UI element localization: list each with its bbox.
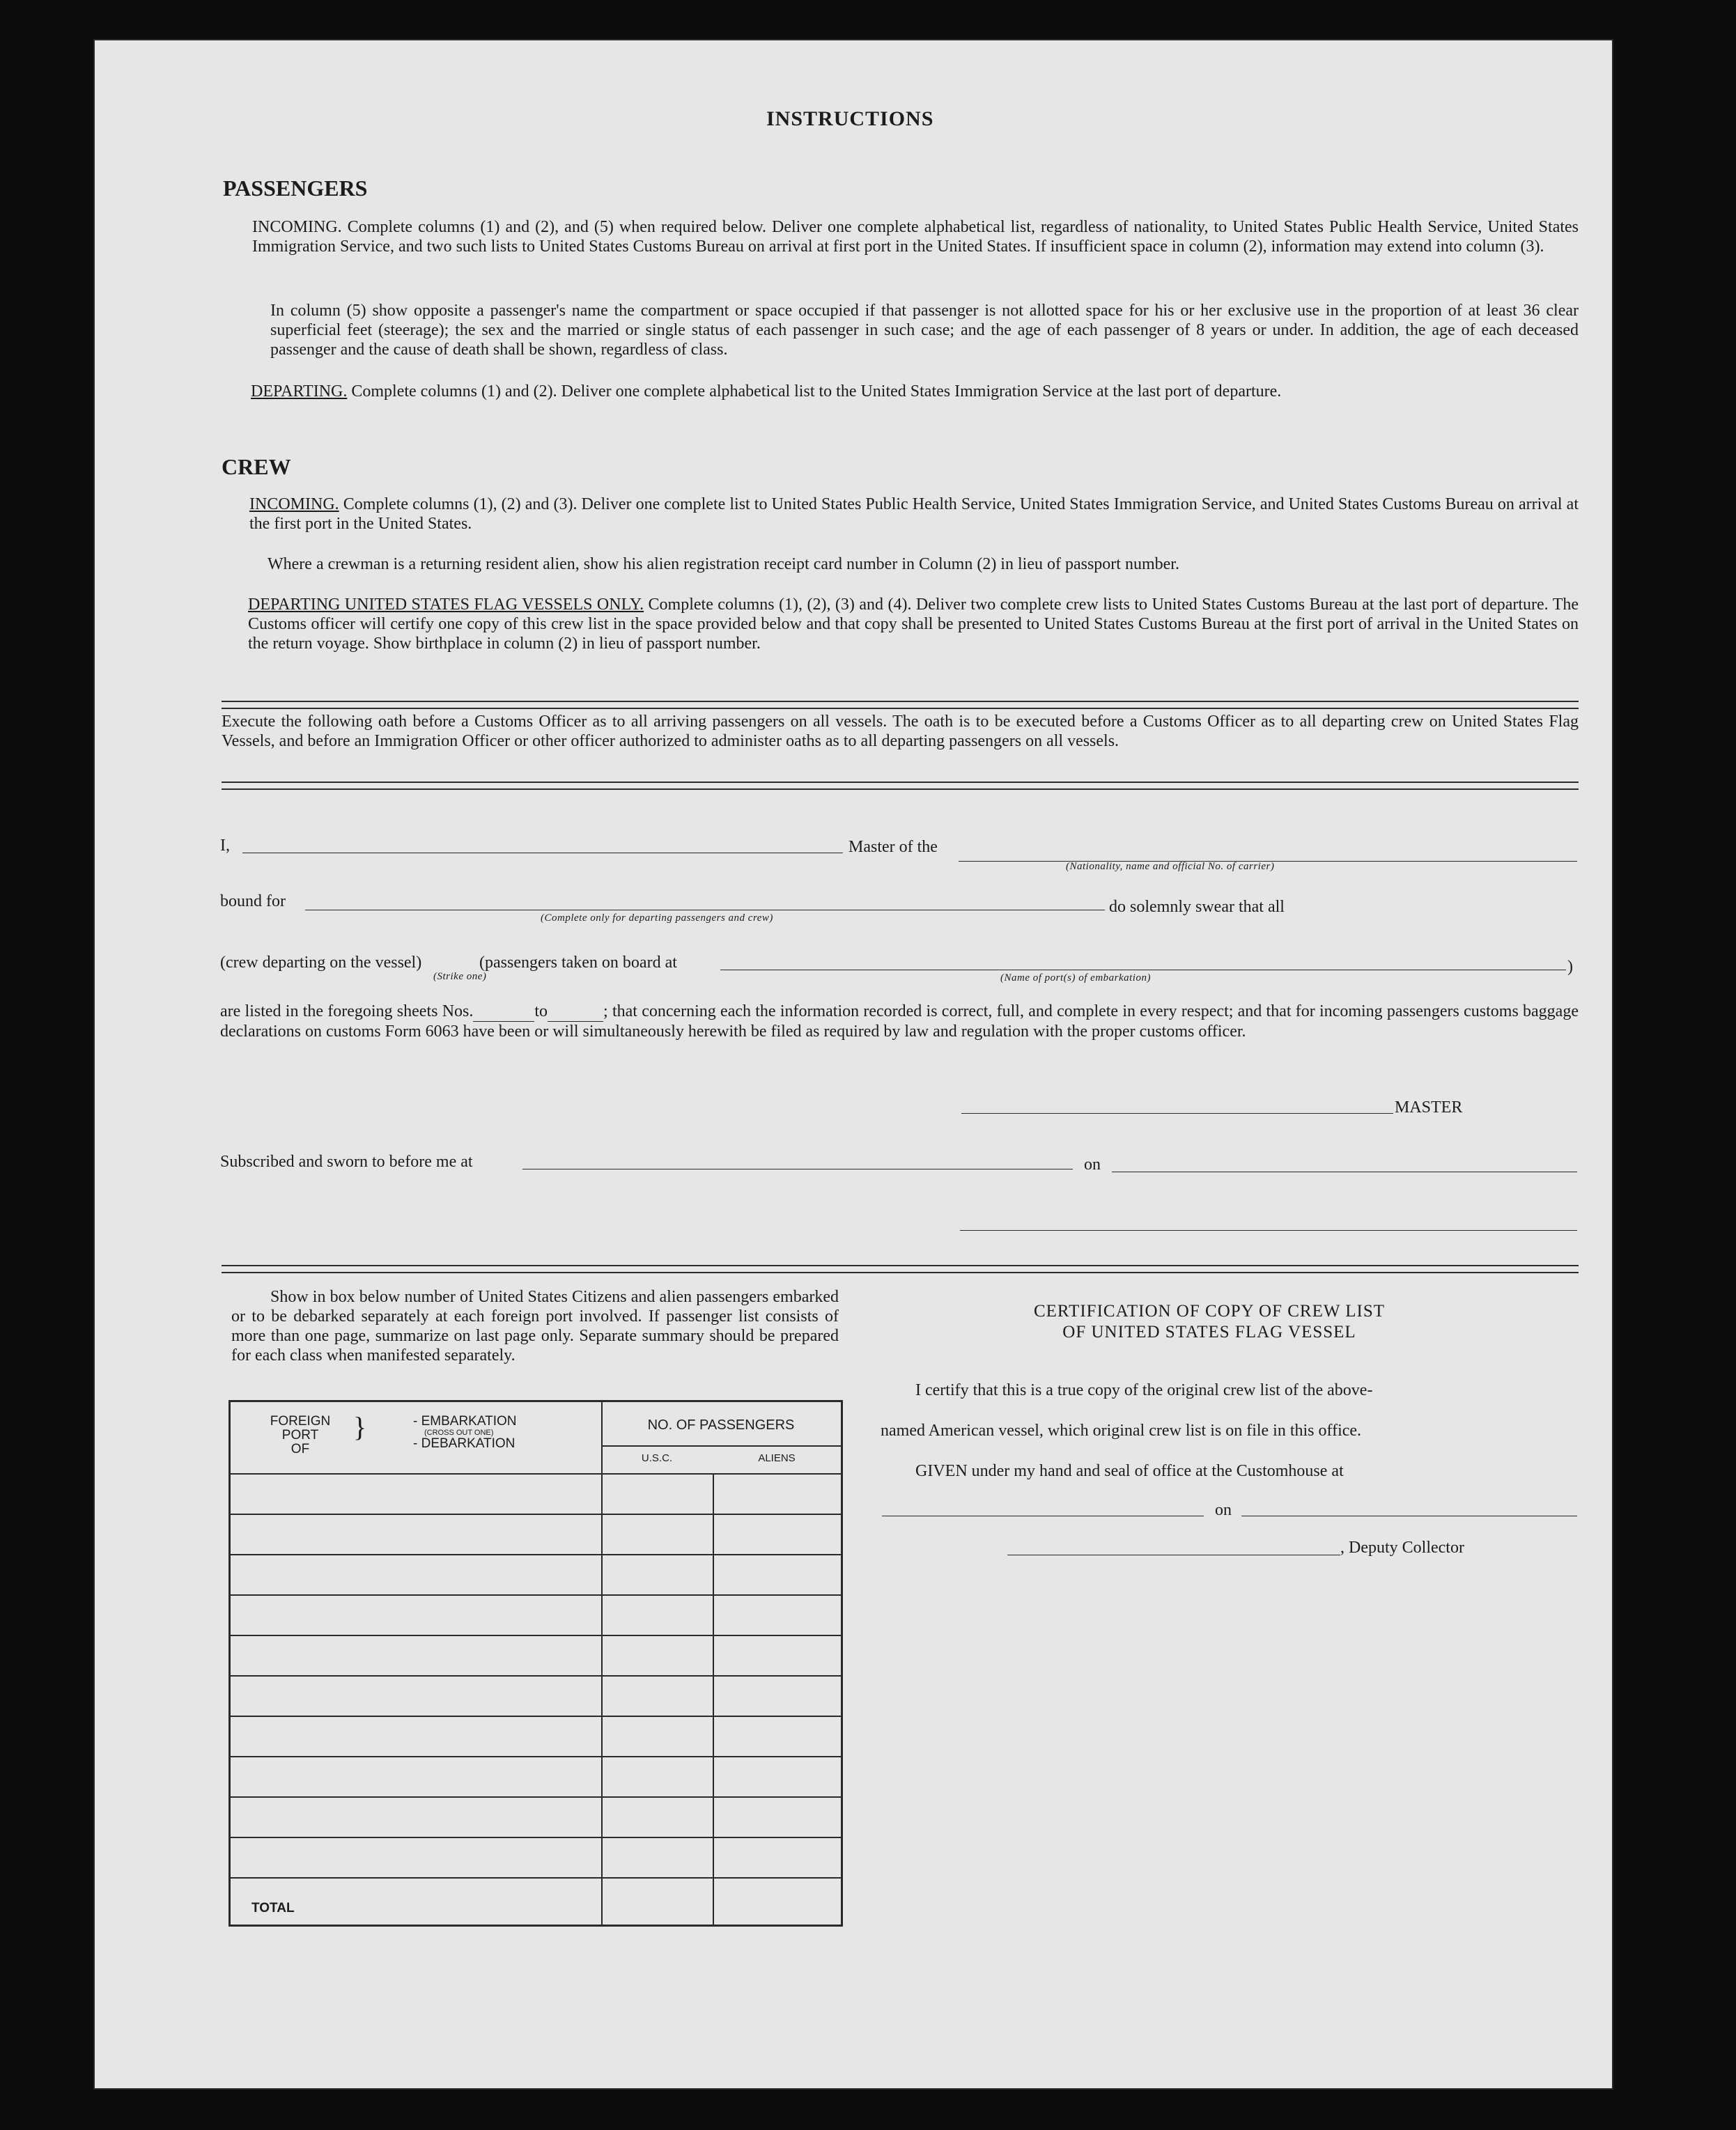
ports-caption: (Name of port(s) of embarkation) xyxy=(1000,972,1151,984)
oath-i-label: I, xyxy=(220,837,230,855)
debarkation-option[interactable]: - DEBARKATION xyxy=(413,1436,516,1451)
passengers-heading: PASSENGERS xyxy=(223,176,368,201)
passengers-departing-text: Complete columns (1) and (2). Deliver one complete alphabetical list to the United States Immigration Service at the last port of departure. xyxy=(351,382,1282,401)
cross-out-note: (CROSS OUT ONE) xyxy=(424,1429,494,1437)
certification-title-line1: CERTIFICATION OF COPY OF CREW LIST xyxy=(1033,1302,1386,1321)
embarkation-option[interactable]: - EMBARKATION xyxy=(413,1414,517,1429)
divider-double-3 xyxy=(222,1265,1579,1273)
swear-label: do solemnly swear that all xyxy=(1109,898,1285,916)
certify-line2: named American vessel, which original crew list is on file in this office. xyxy=(881,1422,1362,1440)
embark-debark-header xyxy=(413,1415,517,1451)
port-label: PORT xyxy=(281,1428,319,1443)
foreign-port-header xyxy=(251,1415,349,1456)
form-page xyxy=(95,40,1612,2088)
listed-text-c: that for incoming passengers customs baggage declarations on customs Form 6063 have been or will simultaneously herewith be filed as required by law and regulation with the proper customs officer. xyxy=(220,1002,1579,1041)
certification-title-line2: OF UNITED STATES FLAG VESSEL xyxy=(1062,1323,1356,1342)
instructions-title: INSTRUCTIONS xyxy=(766,107,934,130)
passengers-incoming-label: INCOMING. xyxy=(252,218,342,236)
listed-to-label: to xyxy=(534,1002,548,1020)
crew-incoming-text: Complete columns (1), (2) and (3). Deliver one complete list to United States Public Health Service, United States Immigration Service, and United States Customs Bureau on arrival at the first port in the United States. xyxy=(249,495,1579,533)
sheet-from-field[interactable] xyxy=(473,1002,534,1022)
passengers-departing-paragraph xyxy=(251,382,1579,401)
master-signature-line[interactable] xyxy=(961,1113,1393,1114)
foreign-label: FOREIGN xyxy=(270,1414,331,1429)
master-of-label: Master of the xyxy=(848,838,938,856)
brace-icon: } xyxy=(353,1411,367,1443)
passengers-departing-label: DEPARTING. xyxy=(251,382,348,401)
crew-incoming-paragraph xyxy=(249,495,1579,534)
bound-caption: (Complete only for departing passengers and crew) xyxy=(541,912,773,924)
passengers-incoming-paragraph xyxy=(252,217,1579,256)
officer-signature-line[interactable] xyxy=(960,1230,1577,1231)
nationality-caption: (Nationality, name and official No. of carrier) xyxy=(1066,861,1275,872)
of-label: OF xyxy=(290,1442,310,1456)
listed-text-b: ; that concerning each the information recorded is correct, full, and complete in every respect; and xyxy=(603,1002,1262,1020)
crew-departing-text: Complete columns (1), (2), (3) and (4). Deliver two complete crew lists to United States Customs Bureau at the last port of departure. The Customs officer will certify one copy of this crew list in the space provided below and that copy shall be presented to United States Customs Bureau at the first port of arrival in the United States on the return voyage. Show birthplace in column (2) in lieu of passport number. xyxy=(248,596,1579,653)
total-label: TOTAL xyxy=(251,1901,295,1915)
deputy-collector-label: , Deputy Collector xyxy=(1340,1539,1464,1557)
sheet-to-field[interactable] xyxy=(548,1002,603,1022)
crew-incoming-label: INCOMING. xyxy=(249,495,339,513)
divider-double-1 xyxy=(222,701,1579,709)
bound-for-label: bound for xyxy=(220,892,286,910)
close-paren: ) xyxy=(1567,958,1573,976)
crew-resident-paragraph: Where a crewman is a returning resident alien, show his alien registration receipt card number in Column (2) in lieu of passport number. xyxy=(268,555,1179,573)
listed-text-a: are listed in the foregoing sheets Nos. xyxy=(220,1002,474,1020)
crew-heading: CREW xyxy=(222,454,291,479)
crew-departing-label: DEPARTING UNITED STATES FLAG VESSELS ONLY. xyxy=(248,596,644,614)
passenger-summary-table xyxy=(228,1400,843,1927)
passengers-header: NO. OF PASSENGERS xyxy=(647,1417,795,1433)
certify-line1: I certify that this is a true copy of the original crew list of the above- xyxy=(915,1381,1373,1399)
summary-note: Show in box below number of United States Citizens and alien passengers embarked or to be debarked separately at each foreign port involved. If passenger list consists of more than one page, summarize on last page only. Separate summary should be prepared for each class when manifested separately. xyxy=(231,1288,839,1365)
cert-on-label: on xyxy=(1215,1501,1232,1519)
oath-intro-paragraph: Execute the following oath before a Customs Officer as to all arriving passengers on all vessels. The oath is to be executed before a Customs Officer as to all departing crew on United States Flag Vessels, and before an Immigration Officer or other officer authorized to administer oaths as to all departing passengers on all vessels. xyxy=(222,713,1579,750)
crew-departing-option: (crew departing on the vessel) xyxy=(220,954,422,972)
given-line: GIVEN under my hand and seal of office at the Customhouse at xyxy=(915,1462,1344,1480)
crew-departing-paragraph xyxy=(248,595,1579,653)
passengers-incoming-text: Complete columns (1) and (2), and (5) when required below. Deliver one complete alphabetical list, regardless of nationality, to United States Public Health Service, United States Immigration Service, and two such lists to United States Customs Bureau on arrival at first port in the United States. If insufficient space in column (2), information may extend into column (3). xyxy=(252,218,1579,256)
passengers-column5-paragraph: In column (5) show opposite a passenger's name the compartment or space occupied if that passenger is not allotted space for his or her exclusive use in the proportion of at least 36 clear superficial feet (steerage); the sex and the married or single status of each passenger in such case; and the age of each passenger of 8 years or under. In addition, the age of each deceased passenger and the cause of death shall be shown, regardless of class. xyxy=(270,302,1579,359)
certification-title xyxy=(931,1301,1488,1343)
subscribed-on-label: on xyxy=(1084,1156,1101,1174)
divider-double-2 xyxy=(222,782,1579,790)
master-label: MASTER xyxy=(1395,1098,1463,1117)
aliens-header: ALIENS xyxy=(758,1452,796,1464)
passengers-taken-option: (passengers taken on board at xyxy=(479,954,677,972)
usc-header: U.S.C. xyxy=(641,1452,673,1464)
strike-caption: (Strike one) xyxy=(433,971,487,982)
subscribed-label: Subscribed and sworn to before me at xyxy=(220,1153,473,1171)
listed-paragraph xyxy=(220,1002,1579,1041)
